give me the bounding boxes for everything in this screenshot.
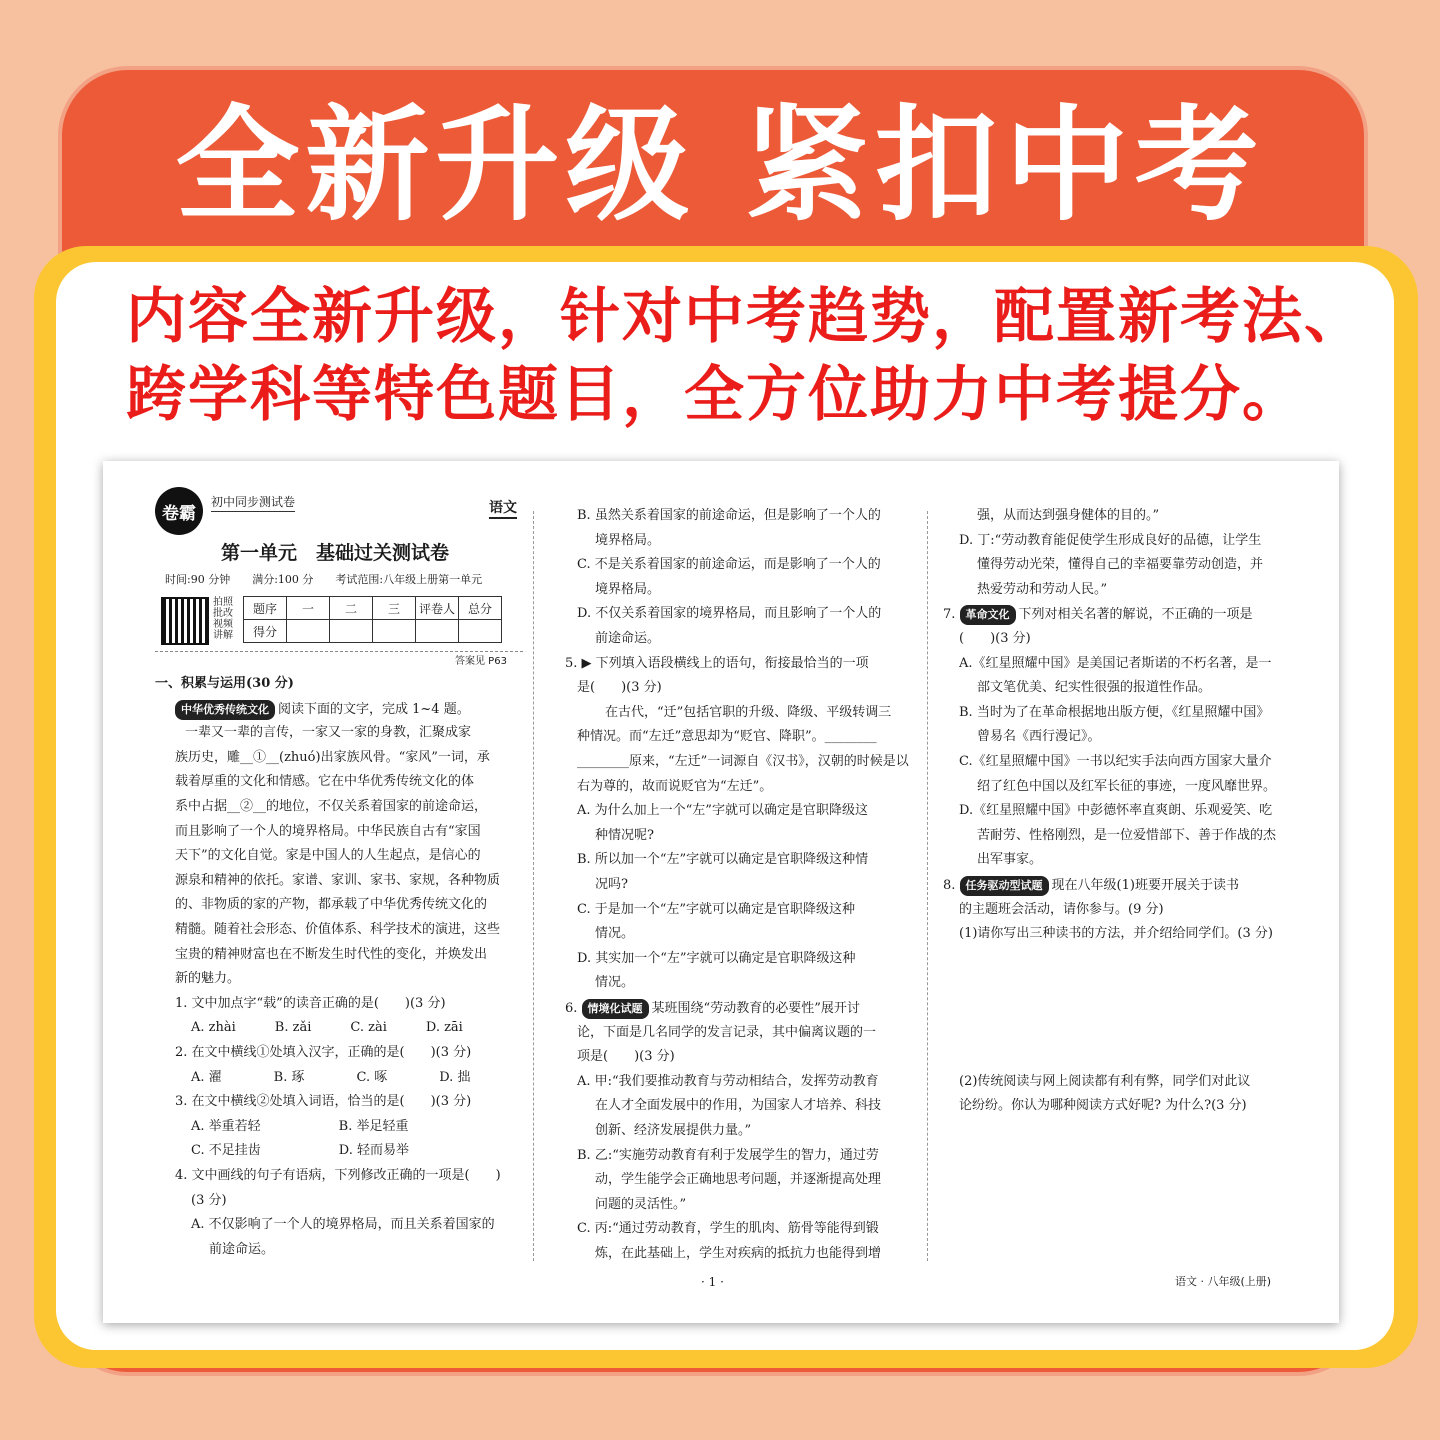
page-footer: 语文 · 八年级(上册)	[1175, 1275, 1272, 1288]
text-line: 论，下面是几名同学的发言记录，其中偏离议题的一	[577, 1024, 877, 1040]
subtitle-line-1: 内容全新升级，针对中考趋势，配置新考法、	[126, 282, 1366, 352]
text-line: 前途命运。	[209, 1241, 275, 1257]
score-row-label: 得分	[244, 620, 287, 643]
text-line: 5. ▶ 下列填入语段横线上的语句，衔接最恰当的一项	[565, 655, 869, 671]
text-line: 种情况呢?	[595, 827, 654, 843]
text-line: 出军事家。	[977, 852, 1043, 868]
text-line: 强，从而达到强身健体的目的。”	[977, 508, 1160, 523]
text-line: 的、非物质的家的产物，都承载了中华优秀传统文化的	[175, 897, 488, 913]
score-header-cell: 题序	[244, 597, 287, 620]
score-header-cell: 评卷人	[416, 597, 459, 620]
text-line: 一辈又一辈的言传，一家又一家的身教，汇聚成家	[185, 725, 472, 741]
text-line: 绍了红色中国以及红军长征的事迹，一度风靡世界。	[977, 778, 1277, 794]
text-line: 源泉和精神的依托。家谱、家训、家书、家规，各种物质	[175, 872, 501, 888]
question-tag: 中华优秀传统文化	[175, 700, 275, 720]
page-number: · 1 ·	[701, 1275, 724, 1289]
text-line: A. 为什么加上一个“左”字就可以确定是官职降级这	[577, 803, 868, 819]
text-line: A. 举重若轻 B. 举足轻重	[191, 1118, 409, 1134]
text-line: 炼，在此基础上，学生对疾病的抵抗力也能得到增	[595, 1246, 882, 1261]
text-line: 是( )(3 分)	[577, 680, 662, 696]
text-line: 中华优秀传统文化 阅读下面的文字，完成 1~4 题。	[175, 700, 470, 720]
qr-label: 拍照批改 视频讲解	[213, 597, 233, 641]
text-line: A. zhài B. zǎi C. zài D. zāi	[191, 1020, 463, 1036]
text-line: C. 不足挂齿 D. 轻而易举	[191, 1143, 409, 1159]
score-table	[243, 596, 502, 643]
text-line: 6. 情境化试题 某班围绕“劳动教育的必要性”展开讨	[565, 999, 860, 1019]
text-line: 天下”的文化自觉。家是中国人的人生起点，是信心的	[175, 848, 481, 864]
text-line: D. 丁:“劳动教育能促使学生形成良好的品德，让学生	[959, 532, 1262, 548]
text-line: 前途命运。	[595, 631, 661, 646]
text-line: D.《红星照耀中国》中彭德怀率直爽朗、乐观爱笑、吃	[959, 803, 1273, 819]
text-line: ________原来，“左迁”一词源自《汉书》，汉朝的时候是以	[577, 754, 909, 769]
score-header-cell: 总分	[459, 597, 502, 620]
headline: 全新升级 紧扣中考	[175, 94, 1265, 238]
subject-label: 语文	[489, 499, 517, 519]
text-line: B. 当时为了在革命根据地出版方便，《红星照耀中国》	[959, 704, 1270, 720]
text-line: D. 其实加一个“左”字就可以确定是官职降级这种	[577, 950, 856, 966]
text-line: 1. 文中加点字“载”的读音正确的是( )(3 分)	[175, 995, 446, 1011]
score-header-cell: 一	[287, 597, 330, 620]
text-line: 右为尊的，故而说贬官为“左迁”。	[577, 778, 773, 794]
text-line: (3 分)	[191, 1192, 227, 1208]
text-line: 2. 在文中横线①处填入汉字，正确的是( )(3 分)	[175, 1045, 472, 1060]
text-line: 部文笔优美、纪实性很强的报道性作品。	[977, 680, 1212, 696]
text-line: 创新、经济发展提供力量。”	[595, 1123, 752, 1138]
text-line: 精髓。随着社会形态、价值体系、科学技术的演进，这些	[175, 922, 501, 937]
text-line: 热爱劳动和劳动人民。”	[977, 581, 1108, 597]
score-cell	[373, 620, 416, 643]
text-line: 在人才全面发展中的作用，为国家人才培养、科技	[595, 1098, 882, 1114]
text-line: 宝贵的精神财富也在不断发生时代性的变化，并焕发出	[175, 946, 488, 962]
text-line: 种情况。而“左迁”意思却为“贬官、降职”。________	[577, 729, 877, 745]
text-line: C. 丙:“通过劳动教育，学生的肌肉、筋骨等能得到锻	[577, 1221, 879, 1237]
text-line: 境界格局。	[595, 532, 661, 548]
question-tag: 情境化试题	[582, 999, 649, 1019]
subtitle-line-2: 跨学科等特色题目，全方位助力中考提分。	[126, 360, 1304, 430]
text-line: 情况。	[595, 926, 635, 942]
score-cell	[459, 620, 502, 643]
answer-reference: 答案见 P63	[455, 656, 507, 667]
score-cell	[287, 620, 330, 643]
text-line: D. 不仅关系着国家的境界格局，而且影响了一个人的	[577, 606, 882, 622]
text-line: 的主题班会活动，请你参与。(9 分)	[959, 901, 1164, 917]
question-tag: 任务驱动型试题	[960, 876, 1049, 896]
text-line: 4. 文中画线的句子有语病，下列修改正确的一项是( )	[175, 1168, 501, 1183]
text-line: 在古代，“迁”包括官职的升级、降级、平级转调三	[605, 704, 892, 720]
qr-code-icon	[161, 597, 209, 645]
text-line: 而且影响了一个人的境界格局。中华民族自古有“家国	[175, 823, 481, 839]
text-line: A. 不仅影响了一个人的境界格局，而且关系着国家的	[191, 1217, 495, 1233]
text-line: 曾易名《西行漫记》。	[977, 729, 1101, 745]
text-line: 3. 在文中横线②处填入词语，恰当的是( )(3 分)	[175, 1094, 472, 1110]
text-line: 载着厚重的文化和情感。它在中华优秀传统文化的体	[175, 774, 475, 790]
exam-paper-preview	[103, 461, 1339, 1323]
score-header-cell: 三	[373, 597, 416, 620]
text-line: 一、积累与运用(30 分)	[155, 676, 294, 691]
text-line: 8. 任务驱动型试题 现在八年级(1)班要开展关于读书	[943, 876, 1239, 896]
text-line: C. 于是加一个“左”字就可以确定是官职降级这种	[577, 901, 856, 917]
score-cell	[416, 620, 459, 643]
text-line: 新的魅力。	[175, 971, 241, 987]
text-line: B. 所以加一个“左”字就可以确定是官职降级这种情	[577, 852, 869, 868]
text-line: 情况。	[595, 975, 635, 991]
text-line: A. 濯 B. 琢 C. 啄 D. 拙	[191, 1069, 471, 1085]
text-line: B. 虽然关系着国家的前途命运，但是影响了一个人的	[577, 508, 881, 523]
text-line: (1)请你写出三种读书的方法，并介绍给同学们。(3 分)	[959, 926, 1273, 942]
paper-title: 第一单元 基础过关测试卷	[220, 542, 449, 564]
text-line: C.《红星照耀中国》一书以纪实手法向西方国家大量介	[959, 754, 1272, 769]
text-line: 懂得劳动光荣，懂得自己的幸福要靠劳动创造，并	[977, 557, 1264, 573]
series-label: 初中同步测试卷	[211, 493, 295, 512]
text-line: 7. 革命文化 下列对相关名著的解说，不正确的一项是	[943, 605, 1253, 625]
paper-meta: 时间:90 分钟 满分:100 分 考试范围:八年级上册第一单元	[165, 573, 483, 586]
text-line: 系中占据__②__的地位，不仅关系着国家的前途命运，	[175, 799, 488, 814]
text-line: 族历史，雕__①__(zhuó)出家族风骨。“家风”一词，承	[175, 749, 490, 765]
text-line: 项是( )(3 分)	[577, 1049, 675, 1065]
text-line: (2)传统阅读与网上阅读都有利有弊，同学们对此议	[959, 1073, 1251, 1089]
question-tag: 革命文化	[960, 605, 1016, 625]
brand-logo: 卷霸	[155, 487, 203, 535]
score-header-cell: 二	[330, 597, 373, 620]
text-line: A.《红星照耀中国》是美国记者斯诺的不朽名著，是一	[959, 655, 1272, 671]
text-line: C. 不是关系着国家的前途命运，而是影响了一个人的	[577, 557, 881, 573]
text-line: 苦耐劳、性格刚烈，是一位爱惜部下、善于作战的杰	[977, 827, 1277, 843]
text-line: 论纷纷。你认为哪种阅读方式好呢? 为什么?(3 分)	[959, 1098, 1247, 1114]
score-cell	[330, 620, 373, 643]
text-line: 动，学生能学会正确地思考问题，并逐渐提高处理	[595, 1172, 882, 1188]
text-line: ( )(3 分)	[959, 631, 1031, 646]
text-line: B. 乙:“实施劳动教育有利于发展学生的智力，通过劳	[577, 1147, 879, 1163]
text-line: 境界格局。	[595, 581, 661, 597]
text-line: A. 甲:“我们要推动教育与劳动相结合，发挥劳动教育	[577, 1073, 879, 1089]
text-line: 问题的灵活性。”	[595, 1196, 687, 1212]
text-line: 况吗?	[595, 877, 628, 892]
